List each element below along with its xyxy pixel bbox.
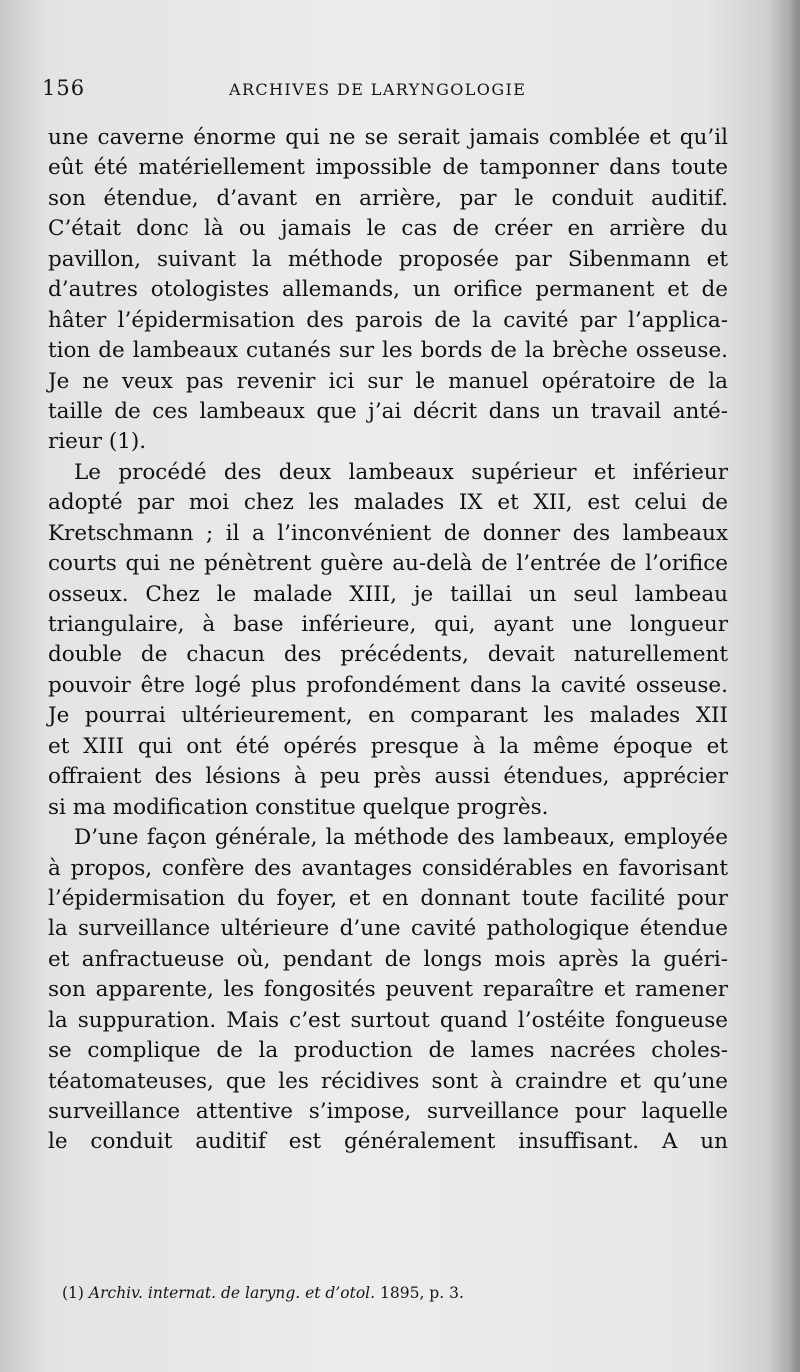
text-line: et XIII qui ont été opérés presque à la même époque et: [48, 733, 728, 759]
text-line: et anfractueuse où, pendant de longs mois après la guéri-: [48, 946, 728, 972]
text-line: triangulaire, à base inférieure, qui, ayant une longueur: [48, 612, 728, 637]
text-line: la surveillance ultérieure d’une cavité pathologique étendue: [48, 916, 728, 942]
text-line: C’était donc là ou jamais le cas de créer en arrière du: [48, 216, 728, 242]
footnote-source-details: 1895, p. 3.: [380, 1284, 464, 1302]
page-number: 156: [42, 76, 86, 100]
text-line: son apparente, les fongosités peuvent reparaître et ramener: [48, 977, 728, 1003]
text-line: double de chacun des précédents, devait naturellement: [48, 642, 728, 668]
text-line: surveillance attentive s’impose, surveillance pour laquelle: [48, 1099, 728, 1124]
text-line: tion de lambeaux cutanés sur les bords de la brèche osseuse.: [48, 338, 728, 364]
text-line: D’une façon générale, la méthode des lambeaux, employée: [74, 825, 728, 851]
body-text: [48, 123, 728, 1158]
page-edge-shadow: [790, 0, 800, 1372]
text-line: taille de ces lambeaux que j’ai décrit dans un travail anté-: [48, 398, 728, 424]
text-line: la suppuration. Mais c’est surtout quand l’ostéite fongueuse: [48, 1007, 728, 1033]
text-line: hâter l’épidermisation des parois de la cavité par l’applica-: [48, 307, 728, 333]
text-line: adopté par moi chez les malades IX et XII, est celui de: [48, 490, 728, 516]
footnote-marker: (1): [62, 1284, 84, 1302]
text-line: pavillon, suivant la méthode proposée par Sibenmann et: [48, 246, 728, 272]
text-line: à propos, confère des avantages considérables en favorisant: [48, 855, 728, 881]
text-line: Je pourrai ultérieurement, en comparant les malades XII: [48, 703, 728, 729]
text-line: pouvoir être logé plus profondément dans la cavité osseuse.: [48, 672, 728, 698]
text-line: Kretschmann ; il a l’inconvénient de donner des lambeaux: [48, 520, 728, 546]
footnote: [62, 1284, 464, 1302]
text-line: se complique de la production de lames nacrées choles-: [48, 1038, 728, 1064]
running-title: ARCHIVES DE LARYNGOLOGIE: [229, 80, 527, 99]
text-line: eût été matériellement impossible de tamponner dans toute: [48, 155, 728, 181]
text-line: Le procédé des deux lambeaux supérieur et inférieur: [74, 459, 728, 485]
text-line: le conduit auditif est généralement insuffisant. A un: [48, 1129, 728, 1155]
text-line: l’épidermisation du foyer, et en donnant toute facilité pour: [48, 885, 728, 911]
text-line: téatomateuses, que les récidives sont à craindre et qu’une: [48, 1068, 728, 1094]
text-line: son étendue, d’avant en arrière, par le conduit auditif.: [48, 185, 728, 211]
text-line: une caverne énorme qui ne se serait jamais comblée et qu’il: [48, 125, 728, 150]
text-line: rieur (1).: [48, 429, 147, 455]
text-line: d’autres otologistes allemands, un orifice permanent et de: [48, 277, 728, 303]
text-line: offraient des lésions à peu près aussi étendues, apprécier: [48, 764, 728, 790]
text-line: si ma modification constitue quelque progrès.: [48, 794, 549, 820]
footnote-source-title: Archiv. internat. de laryng. et d’otol.: [88, 1284, 376, 1302]
text-line: osseux. Chez le malade XIII, je taillai un seul lambeau: [48, 581, 728, 607]
page-header: [42, 76, 742, 106]
text-line: Je ne veux pas revenir ici sur le manuel opératoire de la: [48, 368, 728, 394]
text-line: courts qui ne pénètrent guère au-delà de l’entrée de l’orifice: [48, 551, 728, 577]
